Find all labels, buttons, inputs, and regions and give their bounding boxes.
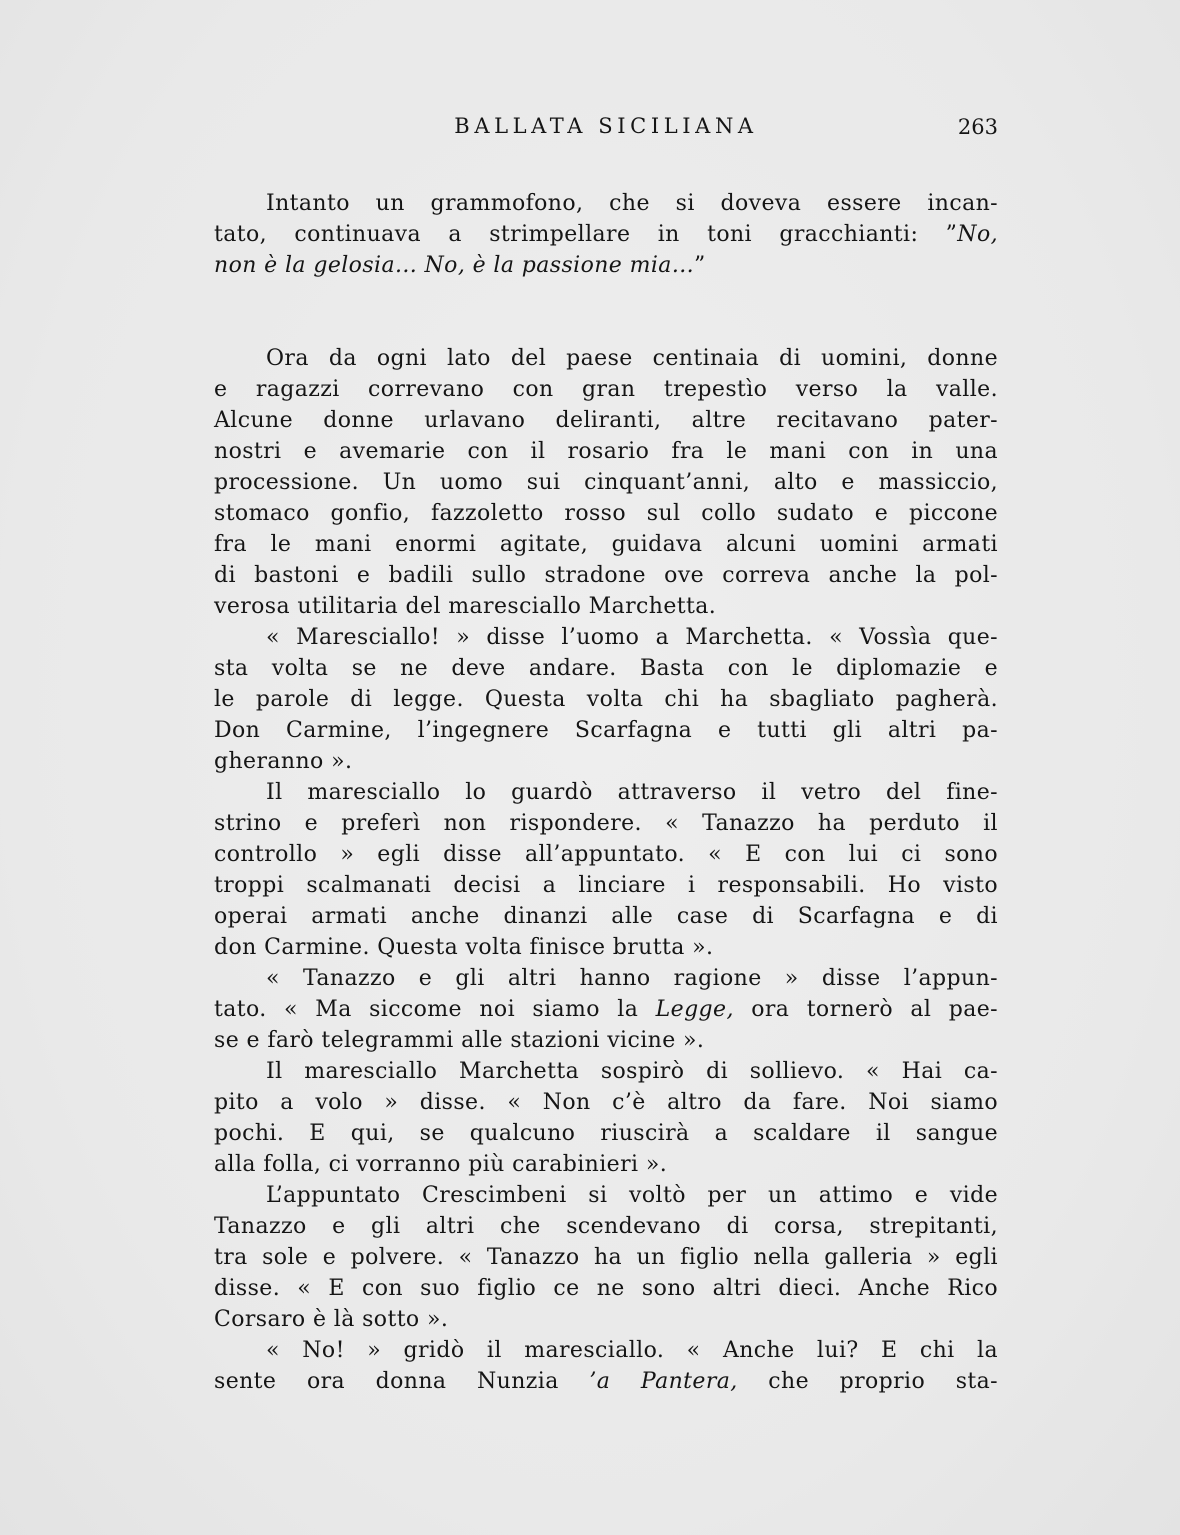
text-span: tato. « Ma siccome noi siamo la — [214, 997, 656, 1022]
page-header — [214, 114, 998, 144]
text-line: verosa utilitaria del maresciallo Marchetta. — [214, 594, 717, 619]
italic-span: No, — [957, 222, 998, 247]
text-line: Il maresciallo Marchetta sospirò di sollievo. « Hai ca- — [266, 1059, 998, 1084]
running-title: BALLATA SICILIANA — [454, 114, 758, 138]
text-line: controllo » egli disse all’appuntato. « E con lui ci sono — [214, 842, 998, 867]
text-line: « No! » gridò il maresciallo. « Anche lui? E chi la — [266, 1338, 998, 1363]
text-line: di bastoni e badili sullo stradone ove correva anche la pol- — [214, 563, 998, 588]
paragraph — [214, 1335, 998, 1397]
text-line — [214, 1366, 998, 1397]
text-line — [214, 994, 998, 1025]
italic-span: non è la gelosia... No, è la passione mia... — [214, 253, 695, 278]
text-line — [214, 250, 998, 281]
text-line: pochi. E qui, se qualcuno riuscirà a scaldare il sangue — [214, 1121, 998, 1146]
italic-span: ’a Pantera, — [589, 1369, 738, 1394]
text-line: « Maresciallo! » disse l’uomo a Marchetta. « Vossìa que- — [266, 625, 998, 650]
text-line: Intanto un grammofono, che si doveva essere incan- — [266, 191, 998, 216]
text-line — [214, 219, 998, 250]
paragraph — [214, 343, 998, 622]
text-line: se e farò telegrammi alle stazioni vicine ». — [214, 1028, 705, 1053]
text-line: « Tanazzo e gli altri hanno ragione » disse l’appun- — [266, 966, 998, 991]
text-line: stomaco gonfio, fazzoletto rosso sul collo sudato e piccone — [214, 501, 998, 526]
text-line: pito a volo » disse. « Non c’è altro da fare. Noi siamo — [214, 1090, 998, 1115]
page-number: 263 — [957, 115, 998, 139]
italic-span: Legge, — [655, 997, 734, 1022]
paragraph — [214, 963, 998, 1056]
text-line: troppi scalmanati decisi a linciare i responsabili. Ho visto — [214, 873, 998, 898]
text-line: operai armati anche dinanzi alle case di Scarfagna e di — [214, 904, 998, 929]
text-line: gheranno ». — [214, 749, 353, 774]
body-text — [214, 188, 998, 1397]
text-line: Ora da ogni lato del paese centinaia di uomini, donne — [266, 346, 998, 371]
text-line: sta volta se ne deve andare. Basta con le diplomazie e — [214, 656, 998, 681]
text-line: processione. Un uomo sui cinquant’anni, alto e massiccio, — [214, 470, 998, 495]
text-line: fra le mani enormi agitate, guidava alcuni uomini armati — [214, 532, 998, 557]
text-span: tato, continuava a strimpellare in toni gracchianti: ” — [214, 222, 958, 247]
text-line: e ragazzi correvano con gran trepestìo verso la valle. — [214, 377, 998, 402]
text-line: Il maresciallo lo guardò attraverso il vetro del fine- — [266, 780, 998, 805]
text-line: tra sole e polvere. « Tanazzo ha un figlio nella galleria » egli — [214, 1245, 998, 1270]
text-line: alla folla, ci vorranno più carabinieri ». — [214, 1152, 668, 1177]
paragraph — [214, 188, 998, 281]
text-line: don Carmine. Questa volta finisce brutta ». — [214, 935, 714, 960]
text-span: sente ora donna Nunzia — [214, 1369, 590, 1394]
paragraph — [214, 1056, 998, 1180]
paragraph — [214, 622, 998, 777]
text-line: Alcune donne urlavano deliranti, altre recitavano pater- — [214, 408, 998, 433]
text-span: che proprio sta- — [737, 1369, 999, 1394]
text-span: ora tornerò al pae- — [733, 997, 998, 1022]
section-break — [214, 281, 998, 343]
text-line: le parole di legge. Questa volta chi ha sbagliato pagherà. — [214, 687, 998, 712]
text-span: ” — [694, 253, 706, 278]
text-line: strino e preferì non rispondere. « Tanazzo ha perduto il — [214, 811, 998, 836]
text-line: Don Carmine, l’ingegnere Scarfagna e tutti gli altri pa- — [214, 718, 998, 743]
text-line: disse. « E con suo figlio ce ne sono altri dieci. Anche Rico — [214, 1276, 998, 1301]
text-line: L’appuntato Crescimbeni si voltò per un attimo e vide — [266, 1183, 998, 1208]
paragraph — [214, 1180, 998, 1335]
text-line: Tanazzo e gli altri che scendevano di corsa, strepitanti, — [214, 1214, 998, 1239]
paragraph — [214, 777, 998, 963]
text-line: Corsaro è là sotto ». — [214, 1307, 449, 1332]
text-line: nostri e avemarie con il rosario fra le mani con in una — [214, 439, 998, 464]
